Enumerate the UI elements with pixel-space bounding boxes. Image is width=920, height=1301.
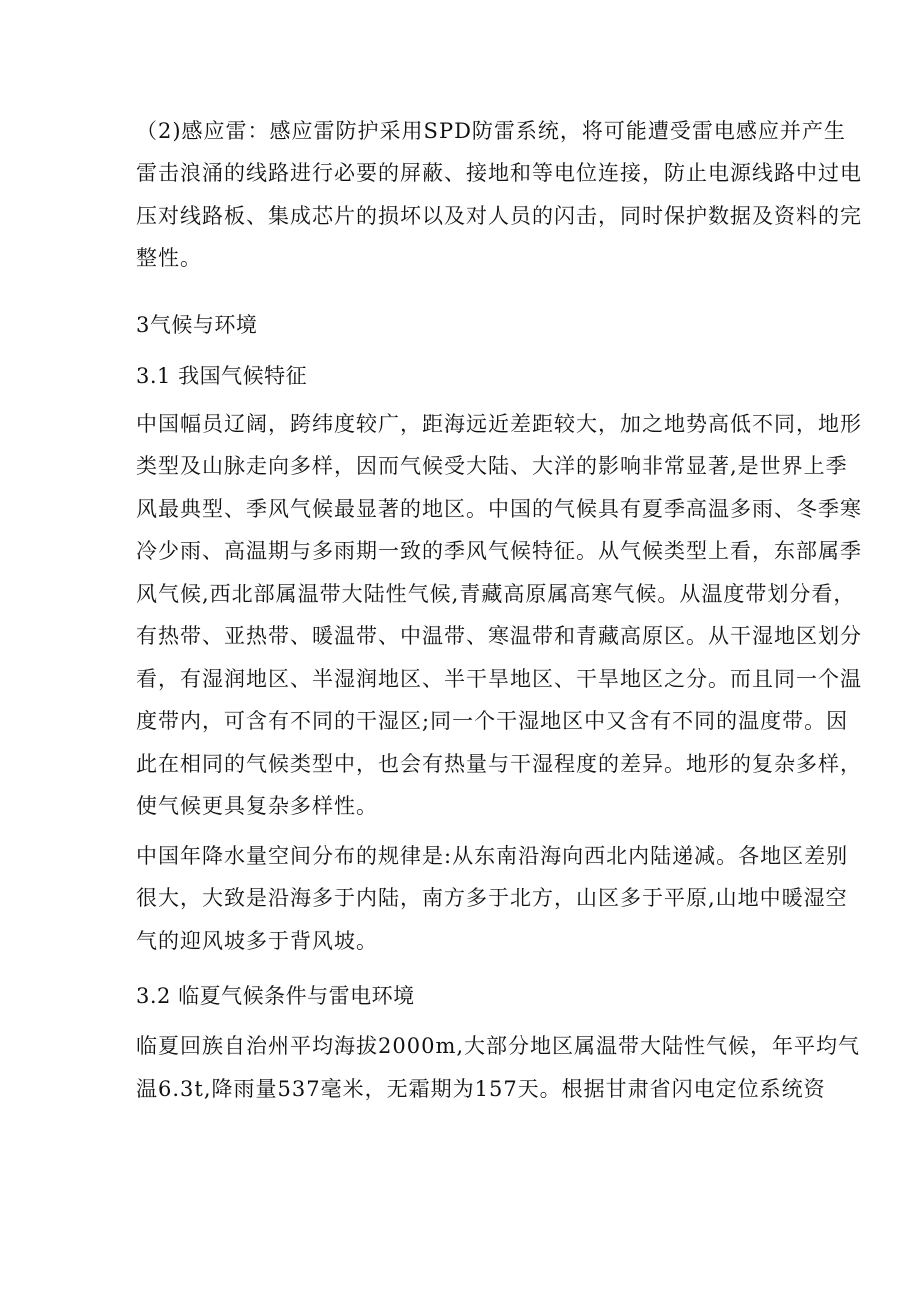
paragraph-line: 风最典型、季风气候最显著的地区。中国的气候具有夏季高温多雨、冬季寒 [136, 497, 862, 521]
paragraph-line: 整性。 [136, 246, 202, 270]
paragraph-line: 中国年降水量空间分布的规律是:从东南沿海向西北内陆递减。各地区差别 [136, 844, 849, 868]
paragraph-line: 中国幅员辽阔，跨纬度较广，距海远近差距较大，加之地势高低不同，地形 [136, 412, 862, 436]
section-3-1-heading: 3.1 我国气候特征 [136, 364, 308, 388]
paragraph-line: 临夏回族自治州平均海拔2000m,大部分地区属温带大陆性气候，年平均气 [136, 1034, 861, 1058]
section-3-2-heading: 3.2 临夏气候条件与雷电环境 [136, 984, 415, 1008]
paragraph-line: 有热带、亚热带、暖温带、中温带、寒温带和青藏高原区。从干湿地区划分 [136, 624, 862, 648]
paragraph-line: 冷少雨、高温期与多雨期一致的季风气候特征。从气候类型上看，东部属季 [136, 539, 862, 563]
paragraph-line: 很大，大致是沿海多于内陆，南方多于北方，山区多于平原,山地中暖湿空 [136, 886, 848, 910]
paragraph-line: 看，有湿润地区、半湿润地区、半干旱地区、干旱地区之分。而且同一个温 [136, 667, 862, 691]
paragraph-line: 类型及山脉走向多样，因而气候受大陆、大洋的影响非常显著,是世界上季 [136, 454, 848, 478]
paragraph-line: 此在相同的气候类型中，也会有热量与干湿程度的差异。地形的复杂多样， [136, 752, 862, 776]
paragraph-line: 温6.3t,降雨量537毫米，无霜期为157天。根据甘肃省闪电定位系统资 [136, 1077, 826, 1101]
section-3-heading: 3气候与环境 [136, 313, 258, 337]
paragraph-line: 雷击浪涌的线路进行必要的屏蔽、接地和等电位连接，防止电源线路中过电 [136, 161, 862, 185]
paragraph-line: 使气候更具复杂多样性。 [136, 794, 378, 818]
paragraph-line: 气的迎风坡多于背风坡。 [136, 929, 378, 953]
paragraph-line: 压对线路板、集成芯片的损坏以及对人员的闪击，同时保护数据及资料的完 [136, 204, 862, 228]
paragraph-line: 风气候,西北部属温带大陆性气候,青藏高原属高寒气候。从温度带划分看， [136, 582, 856, 606]
paragraph-line: 度带内，可含有不同的干湿区;同一个干湿地区中又含有不同的温度带。因 [136, 709, 849, 733]
paragraph-line: （2)感应雷：感应雷防护采用SPD防雷系统，将可能遭受雷电感应并产生 [136, 119, 846, 143]
